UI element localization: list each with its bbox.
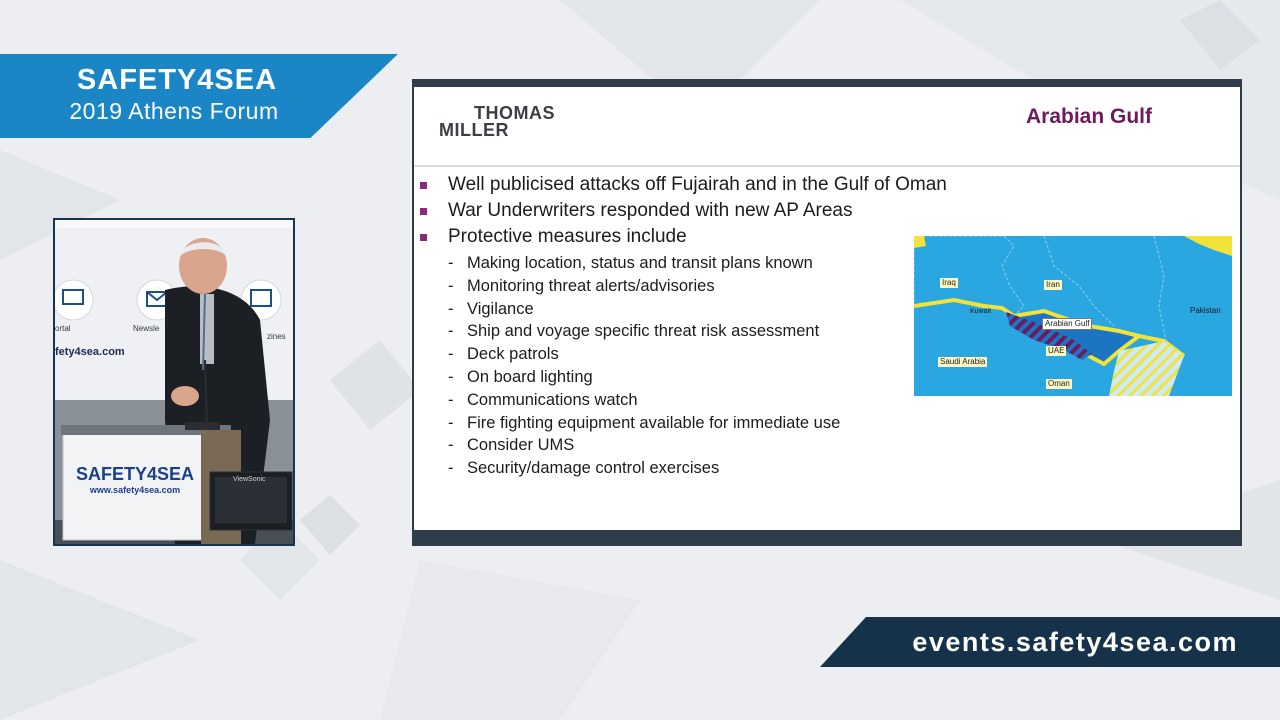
bullet-text: Protective measures include bbox=[448, 226, 687, 247]
list-item: - Monitoring threat alerts/advisories bbox=[448, 276, 715, 295]
events-url: events.safety4sea.com bbox=[912, 627, 1238, 657]
slide-header bbox=[414, 81, 1240, 167]
bullet-text: Well publicised attacks off Fujairah and in the Gulf of Oman bbox=[448, 174, 947, 195]
thomas-miller-logo-line2: MILLER bbox=[439, 120, 509, 140]
event-banner-title: SAFETY4SEA bbox=[76, 64, 278, 96]
wall-tag-portal: ortal bbox=[55, 324, 71, 333]
sub-bullet-text: Ship and voyage specific threat risk assessment bbox=[467, 322, 820, 341]
list-item: - Ship and voyage specific threat risk assessment bbox=[448, 322, 820, 341]
sub-bullet-text: Communications watch bbox=[467, 390, 638, 409]
podium-url: www.safety4sea.com bbox=[89, 485, 181, 495]
list-item: - Deck patrols bbox=[448, 345, 559, 364]
map-label-saudi-arabia: Saudi Arabia bbox=[940, 357, 986, 366]
map-label-oman: Oman bbox=[1048, 379, 1070, 388]
wall-tag-magazines: zines bbox=[267, 332, 286, 341]
map-label-kuwait: Kuwait bbox=[970, 308, 992, 315]
list-item: - Consider UMS bbox=[448, 436, 575, 455]
sub-bullet-text: Fire fighting equipment available for immediate use bbox=[467, 413, 841, 432]
bullet-marker-icon bbox=[420, 208, 427, 215]
slide-footer-bar bbox=[414, 530, 1240, 544]
monitor-brand: ViewSonic bbox=[233, 476, 266, 483]
bullet-text: War Underwriters responded with new AP Areas bbox=[448, 200, 853, 221]
list-item: - On board lighting bbox=[448, 367, 593, 386]
sub-bullet-text: Consider UMS bbox=[467, 436, 575, 455]
podium-brand: SAFETY4SEA bbox=[75, 464, 195, 484]
list-item: - Making location, status and transit plans known bbox=[448, 254, 813, 272]
list-item: - Fire fighting equipment available for immediate use bbox=[448, 413, 841, 432]
map-label-pakistan: Pakistan bbox=[1190, 306, 1221, 315]
list-item: - Communications watch bbox=[448, 390, 638, 409]
map-label-iraq: Iraq bbox=[942, 278, 956, 287]
list-item bbox=[420, 199, 1240, 225]
sub-bullet-text: Monitoring threat alerts/advisories bbox=[467, 276, 715, 295]
bullet-marker-icon bbox=[420, 234, 427, 241]
bullet-marker-icon bbox=[420, 182, 427, 189]
sub-bullet-text: Making location, status and transit plans known bbox=[467, 254, 813, 272]
wall-url-text: fety4sea.com bbox=[55, 346, 125, 358]
sub-bullet-text: Deck patrols bbox=[467, 345, 559, 364]
sub-bullet-text: Security/damage control exercises bbox=[467, 459, 720, 478]
arabian-gulf-map bbox=[914, 236, 1232, 396]
sub-bullet-text: Vigilance bbox=[467, 299, 534, 318]
list-item: - Security/damage control exercises bbox=[448, 459, 720, 478]
map-label-arabian-gulf: Arabian Gulf bbox=[1042, 318, 1092, 330]
map-label-uae: UAE bbox=[1048, 346, 1065, 355]
map-label-iran: Iran bbox=[1046, 280, 1060, 289]
thomas-miller-logo-line1: THOMAS bbox=[474, 103, 555, 123]
list-item: - Vigilance bbox=[448, 299, 534, 318]
event-banner-subtitle: 2019 Athens Forum bbox=[69, 98, 279, 124]
sub-bullet-list bbox=[434, 253, 934, 481]
list-item bbox=[420, 173, 1240, 199]
speaker-video bbox=[53, 218, 295, 546]
slide-title: Arabian Gulf bbox=[1026, 105, 1153, 128]
presentation-slide bbox=[412, 79, 1242, 546]
wall-tag-newsletter: Newsle bbox=[133, 324, 160, 333]
sub-bullet-text: On board lighting bbox=[467, 367, 593, 386]
